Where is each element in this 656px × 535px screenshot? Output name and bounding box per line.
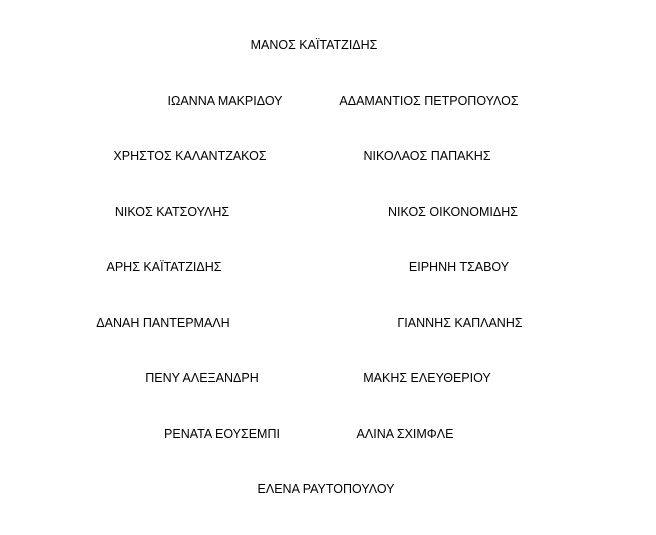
name-label: ΜΑΚΗΣ ΕΛΕΥΘΕΡΙΟΥ <box>363 370 491 385</box>
name-label: ΕΙΡΗΝΗ ΤΣΑΒΟΥ <box>408 259 510 274</box>
name-label: ΝΙΚΟΣ ΟΙΚΟΝΟΜΙΔΗΣ <box>388 204 518 219</box>
name-label: ΑΡΗΣ ΚΑΪΤΑΤΖΙΔΗΣ <box>106 259 222 274</box>
name-label: ΓΙΑΝΝΗΣ ΚΑΠΛΑΝΗΣ <box>397 315 523 330</box>
name-label: ΕΛΕΝΑ ΡΑΥΤΟΠΟΥΛΟΥ <box>257 481 395 496</box>
name-label: ΧΡΗΣΤΟΣ ΚΑΛΑΝΤΖΑΚΟΣ <box>113 148 267 163</box>
name-label: ΝΙΚΟΣ ΚΑΤΣΟΥΛΗΣ <box>114 204 230 219</box>
name-label: ΡΕΝΑΤΑ ΕΟΥΣΕΜΠΙ <box>164 426 280 441</box>
name-label: ΔΑΝΑΗ ΠΑΝΤΕΡΜΑΛΗ <box>96 315 230 330</box>
name-label: ΙΩΑΝΝΑ ΜΑΚΡΙΔΟΥ <box>167 93 283 108</box>
name-label: ΜΑΝΟΣ ΚΑΪΤΑΤΖΙΔΗΣ <box>250 37 378 52</box>
name-label: ΑΛΙΝΑ ΣΧΙΜΦΛΕ <box>356 426 454 441</box>
name-label: ΠΕΝΥ ΑΛΕΞΑΝΔΡΗ <box>145 370 259 385</box>
name-label: ΑΔΑΜΑΝΤΙΟΣ ΠΕΤΡΟΠΟΥΛΟΣ <box>339 93 519 108</box>
name-label: ΝΙΚΟΛΑΟΣ ΠΑΠΑΚΗΣ <box>363 148 491 163</box>
